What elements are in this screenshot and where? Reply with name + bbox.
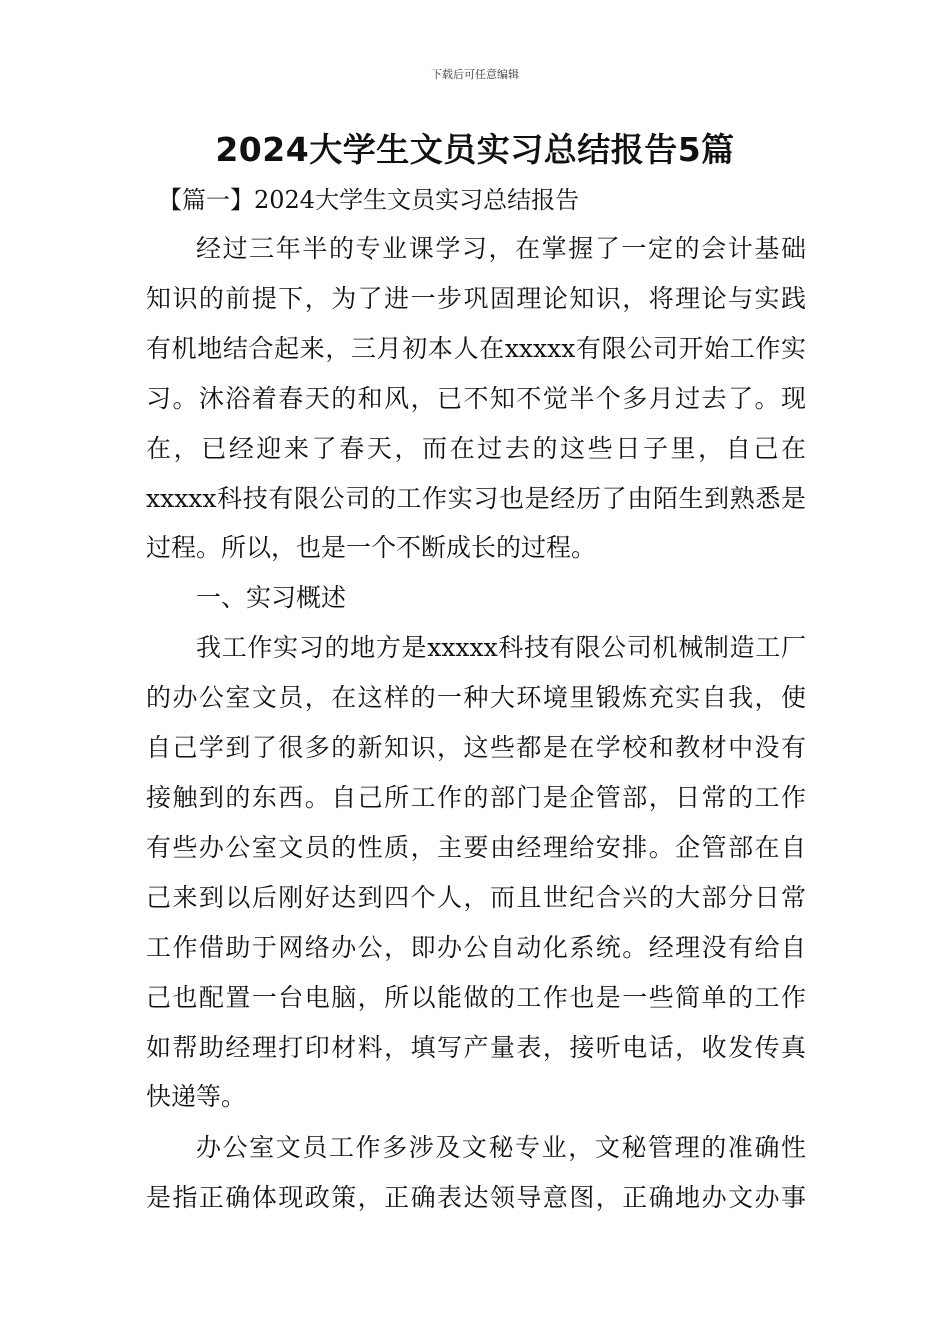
paragraph-line: 是指正确体现政策，正确表达领导意图，正确地办文办事 [146, 1183, 806, 1212]
paragraph-line: 工作借助于网络办公，即办公自动化系统。经理没有给自 [146, 933, 806, 962]
paragraph-line: 在，已经迎来了春天，而在过去的这些日子里，自己在 [146, 434, 806, 463]
paragraph-line: 知识的前提下，为了进一步巩固理论知识，将理论与实践 [146, 284, 806, 313]
paragraph-line: xxxxx科技有限公司的工作实习也是经历了由陌生到熟悉是 [146, 484, 806, 513]
paragraph-line: 快递等。 [146, 1082, 247, 1111]
document-title: 2024大学生文员实习总结报告5篇 [215, 130, 735, 169]
paragraph-line: 经过三年半的专业课学习，在掌握了一定的会计基础 [196, 234, 806, 263]
paragraph-line: 自己学到了很多的新知识，这些都是在学校和教材中没有 [146, 733, 806, 762]
paragraph-line: 己来到以后刚好达到四个人，而且世纪合兴的大部分日常 [146, 883, 806, 912]
paragraph-line: 的办公室文员，在这样的一种大环境里锻炼充实自我，使 [146, 683, 806, 712]
paragraph-line: 我工作实习的地方是xxxxx科技有限公司机械制造工厂 [196, 633, 806, 662]
paragraph-line: 习。沐浴着春天的和风，已不知不觉半个多月过去了。现 [146, 384, 806, 413]
paragraph-line: 过程。所以，也是一个不断成长的过程。 [146, 533, 597, 562]
section-subheading: 一、实习概述 [196, 583, 347, 612]
paragraph-line: 有些办公室文员的性质，主要由经理给安排。企管部在自 [146, 833, 806, 862]
section-heading: 【篇一】2024大学生文员实习总结报告 [158, 186, 580, 214]
header-note: 下载后可任意编辑 [431, 68, 519, 81]
paragraph-line: 己也配置一台电脑，所以能做的工作也是一些简单的工作 [146, 983, 806, 1012]
paragraph-line: 办公室文员工作多涉及文秘专业，文秘管理的准确性 [196, 1133, 806, 1162]
paragraph-line: 如帮助经理打印材料，填写产量表，接听电话，收发传真 [146, 1033, 806, 1062]
paragraph-line: 有机地结合起来，三月初本人在xxxxx有限公司开始工作实 [146, 334, 806, 363]
paragraph-line: 接触到的东西。自己所工作的部门是企管部，日常的工作 [146, 783, 806, 812]
